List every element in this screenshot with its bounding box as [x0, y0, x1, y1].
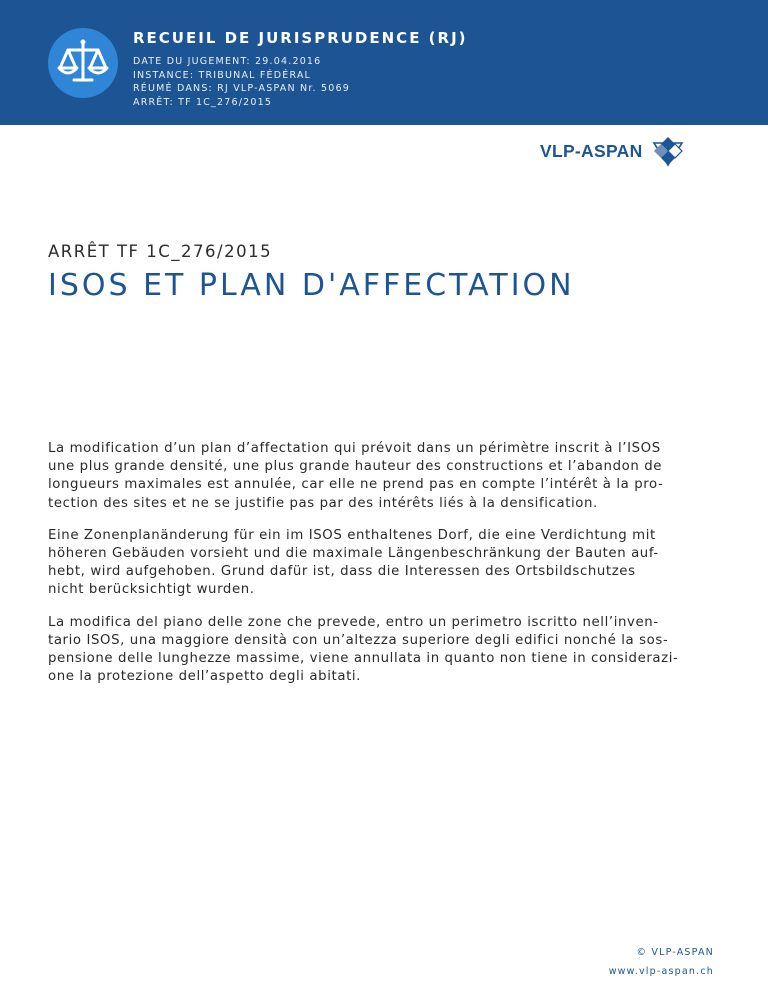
scales-of-justice-icon	[48, 28, 118, 98]
text-line: höheren Gebäuden vorsieht und die maximale Längenbeschränkung der Bauten auf-	[48, 546, 659, 562]
collection-title: RECUEIL DE JURISPRUDENCE (RJ)	[133, 29, 468, 47]
header-banner	[0, 0, 768, 125]
copyright-notice: © VLP-ASPAN	[636, 947, 714, 958]
summary-reference: RÉUMÉ DANS: RJ VLP-ASPAN Nr. 5069	[133, 83, 350, 94]
vlp-aspan-mark-icon	[652, 135, 684, 167]
text-line: longueurs maximales est annulée, car elle ne prend pas en compte l’intérêt à la pro-	[48, 477, 664, 493]
text-line: hebt, wird aufgehoben. Grund dafür ist, dass die Interessen des Ortsbildschutzes	[48, 564, 636, 580]
text-line: tario ISOS, una maggiore densità con un’altezza superiore degli edifici nonché la sos-	[48, 632, 669, 648]
text-line: nicht berücksichtigt wurden.	[48, 582, 255, 598]
summary-paragraph-fr	[48, 440, 720, 513]
brand-name: VLP-ASPAN	[540, 140, 643, 161]
footer	[609, 943, 714, 981]
website-link[interactable]: www.vlp-aspan.ch	[608, 966, 714, 977]
judgment-date: DATE DU JUGEMENT: 29.04.2016	[133, 56, 322, 67]
text-line: tection des sites et ne se justifie pas par des intérêts liés à la densification.	[48, 495, 598, 511]
brand-logo	[540, 134, 684, 168]
court-instance: INSTANCE: TRIBUNAL FÉDÉRAL	[133, 69, 312, 81]
text-line: La modifica del piano delle zone che prevede, entro un perimetro iscritto nell’inven-	[48, 614, 659, 630]
summary-paragraph-it	[48, 614, 720, 687]
text-line: une plus grande densité, une plus grande hauteur des constructions et l’abandon de	[48, 459, 663, 475]
summary-section	[48, 440, 720, 700]
text-line: pensione delle lunghezze massime, viene annullata in quanto non tiene in considerazi-	[48, 651, 679, 667]
decision-reference: ARRÊT TF 1C_276/2015	[48, 242, 273, 261]
judgment-metadata	[133, 55, 350, 109]
summary-paragraph-de	[48, 527, 720, 600]
decision-number: ARRÊT: TF 1C_276/2015	[133, 96, 273, 108]
text-line: one la protezione dell’aspetto degli abitati.	[48, 669, 362, 685]
text-line: La modification d’un plan d’affectation qui prévoit dans un périmètre inscrit à l’ISOS	[48, 441, 661, 456]
page-title: ISOS ET PLAN D'AFFECTATION	[48, 268, 575, 303]
text-line: Eine Zonenplanänderung für ein im ISOS enthaltenes Dorf, die eine Verdichtung mit	[48, 527, 656, 543]
